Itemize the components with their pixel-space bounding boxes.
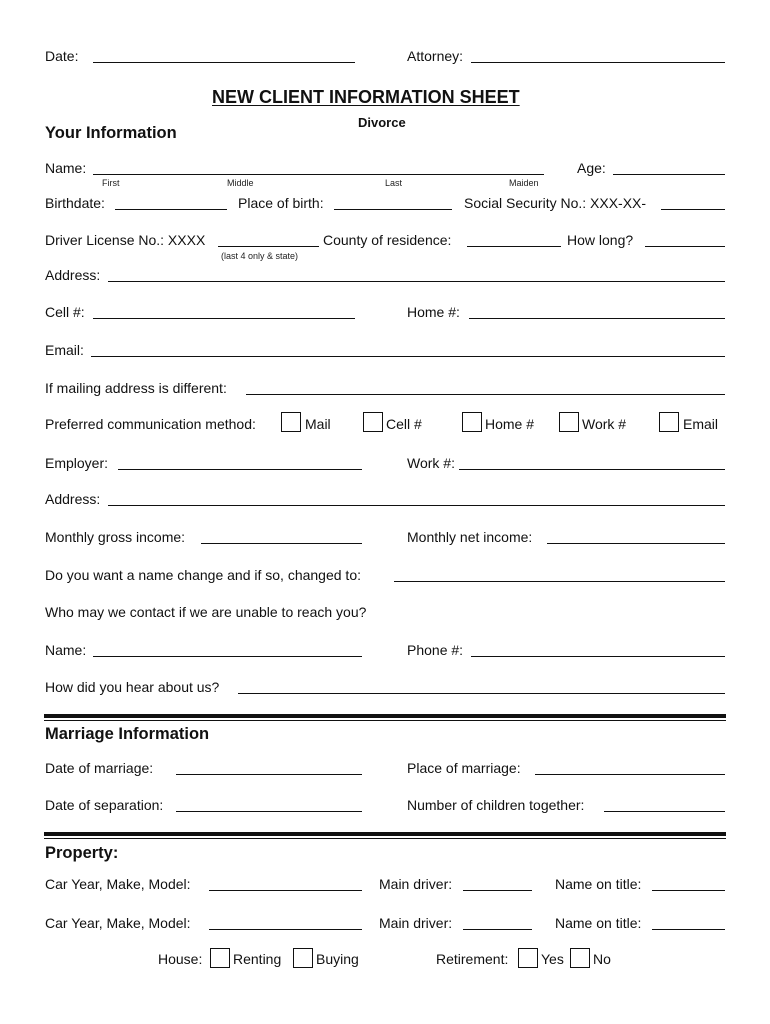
contact-question: Who may we contact if we are unable to reach you?: [45, 604, 367, 620]
marriage-date-field[interactable]: [176, 774, 362, 775]
name-part-first: First: [102, 178, 120, 188]
date-field[interactable]: [93, 62, 355, 63]
title-name-label-2: Name on title:: [555, 915, 642, 931]
net-income-field[interactable]: [547, 543, 725, 544]
section-divider: [44, 832, 726, 836]
pref-home-label: Home #: [485, 416, 535, 432]
gross-income-field[interactable]: [201, 543, 362, 544]
preferred-communication-label: Preferred communication method:: [45, 416, 256, 432]
employer-address-field[interactable]: [108, 505, 725, 506]
section-heading-your-information: Your Information: [45, 124, 177, 142]
contact-phone-field[interactable]: [471, 656, 725, 657]
pref-email-checkbox[interactable]: [659, 412, 679, 432]
section-heading-marriage: Marriage Information: [45, 725, 210, 743]
net-income-label: Monthly net income:: [407, 529, 533, 545]
house-buying-checkbox[interactable]: [293, 948, 313, 968]
gross-income-label: Monthly gross income:: [45, 529, 186, 545]
birthdate-field[interactable]: [115, 209, 227, 210]
place-of-birth-field[interactable]: [334, 209, 452, 210]
house-renting-checkbox[interactable]: [210, 948, 230, 968]
contact-phone-label: Phone #:: [407, 642, 464, 658]
car-label-2: Car Year, Make, Model:: [45, 915, 191, 931]
car-field-1[interactable]: [209, 890, 362, 891]
name-part-last: Last: [385, 178, 403, 188]
title-name-field-1[interactable]: [652, 890, 725, 891]
main-driver-label-1: Main driver:: [379, 876, 453, 892]
section-heading-property: Property:: [45, 844, 119, 862]
contact-name-field[interactable]: [93, 656, 362, 657]
attorney-label: Attorney:: [407, 48, 464, 64]
pref-mail-label: Mail: [305, 416, 331, 432]
separation-date-field[interactable]: [176, 811, 362, 812]
page-subtitle: Divorce: [358, 115, 406, 130]
house-renting-label: Renting: [233, 951, 282, 967]
marriage-place-label: Place of marriage:: [407, 760, 521, 776]
retirement-label: Retirement:: [436, 951, 509, 967]
marriage-place-field[interactable]: [535, 774, 725, 775]
pref-cell-label: Cell #: [386, 416, 422, 432]
ssn-label: Social Security No.: XXX-XX-: [464, 195, 647, 211]
retirement-no-checkbox[interactable]: [570, 948, 590, 968]
how-long-label: How long?: [567, 232, 634, 248]
attorney-field[interactable]: [471, 62, 725, 63]
mailing-address-label: If mailing address is different:: [45, 380, 227, 396]
employer-label: Employer:: [45, 455, 109, 471]
how-long-field[interactable]: [645, 246, 725, 247]
main-driver-field-1[interactable]: [463, 890, 532, 891]
pref-email-label: Email: [683, 416, 719, 432]
retirement-no-label: No: [593, 951, 611, 967]
employer-address-label: Address:: [45, 491, 101, 507]
name-change-label: Do you want a name change and if so, changed to:: [45, 567, 361, 583]
name-change-field[interactable]: [394, 581, 725, 582]
contact-name-label: Name:: [45, 642, 87, 658]
home-phone-label: Home #:: [407, 304, 460, 320]
marriage-date-label: Date of marriage:: [45, 760, 154, 776]
address-label: Address:: [45, 267, 101, 283]
driver-license-hint: (last 4 only & state): [221, 251, 299, 261]
work-phone-field[interactable]: [459, 469, 725, 470]
section-divider-thin: [44, 720, 726, 721]
ssn-field[interactable]: [661, 209, 725, 210]
hear-about-field[interactable]: [238, 693, 725, 694]
cell-label: Cell #:: [45, 304, 85, 320]
age-label: Age:: [577, 160, 606, 176]
email-label: Email:: [45, 342, 84, 358]
retirement-yes-checkbox[interactable]: [518, 948, 538, 968]
birthdate-label: Birthdate:: [45, 195, 105, 211]
children-label: Number of children together:: [407, 797, 585, 813]
title-name-field-2[interactable]: [652, 929, 725, 930]
section-divider-thin: [44, 838, 726, 839]
title-name-label-1: Name on title:: [555, 876, 642, 892]
pref-mail-checkbox[interactable]: [281, 412, 301, 432]
pref-home-checkbox[interactable]: [462, 412, 482, 432]
county-label: County of residence:: [323, 232, 452, 248]
name-field[interactable]: [93, 174, 544, 175]
name-part-maiden: Maiden: [509, 178, 539, 188]
home-phone-field[interactable]: [469, 318, 725, 319]
pref-work-label: Work #: [582, 416, 627, 432]
place-of-birth-label: Place of birth:: [238, 195, 324, 211]
date-label: Date:: [45, 48, 79, 64]
car-field-2[interactable]: [209, 929, 362, 930]
pref-cell-checkbox[interactable]: [363, 412, 383, 432]
work-phone-label: Work #:: [407, 455, 455, 471]
house-buying-label: Buying: [316, 951, 359, 967]
mailing-address-field[interactable]: [246, 394, 725, 395]
section-divider: [44, 714, 726, 718]
email-field[interactable]: [91, 356, 725, 357]
house-label: House:: [158, 951, 203, 967]
driver-license-label: Driver License No.: XXXX: [45, 232, 206, 248]
page-title: NEW CLIENT INFORMATION SHEET: [212, 87, 520, 107]
address-field[interactable]: [108, 281, 725, 282]
separation-date-label: Date of separation:: [45, 797, 164, 813]
name-label: Name:: [45, 160, 87, 176]
employer-field[interactable]: [118, 469, 362, 470]
age-field[interactable]: [613, 174, 725, 175]
name-part-middle: Middle: [227, 178, 254, 188]
cell-field[interactable]: [93, 318, 355, 319]
main-driver-field-2[interactable]: [463, 929, 532, 930]
main-driver-label-2: Main driver:: [379, 915, 453, 931]
hear-about-label: How did you hear about us?: [45, 679, 220, 695]
retirement-yes-label: Yes: [541, 951, 564, 967]
county-field[interactable]: [467, 246, 561, 247]
children-field[interactable]: [604, 811, 725, 812]
driver-license-field[interactable]: [218, 246, 319, 247]
pref-work-checkbox[interactable]: [559, 412, 579, 432]
car-label-1: Car Year, Make, Model:: [45, 876, 191, 892]
